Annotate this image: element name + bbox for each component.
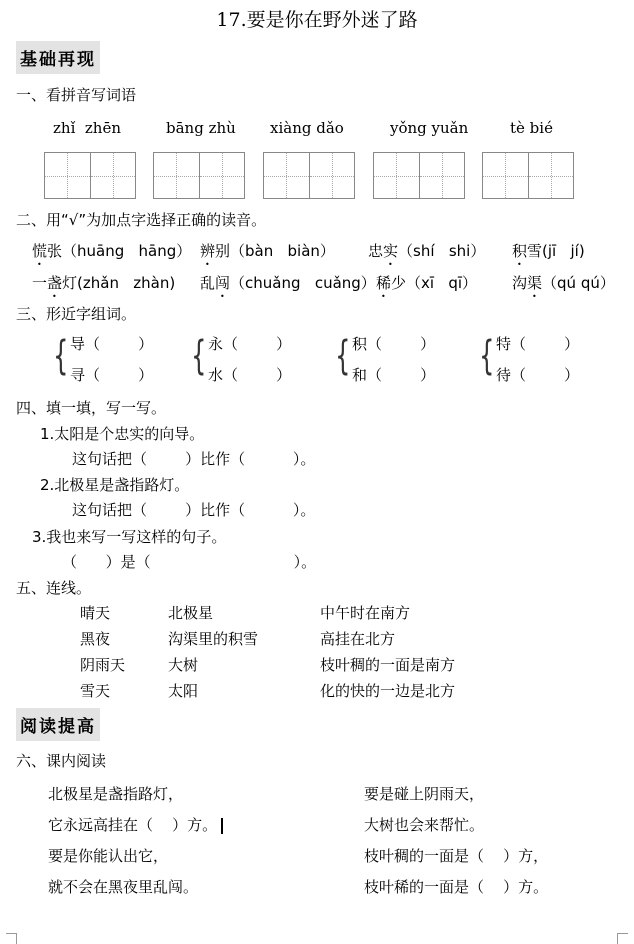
q3-item: 和（ ） — [352, 366, 436, 384]
q6-heading: 六、课内阅读 — [16, 752, 107, 770]
q3-item: 特（ ） — [496, 335, 580, 353]
pinyin: xiàng dǎo — [270, 119, 344, 137]
q2-item: 积雪(jī jí) — [512, 242, 585, 260]
q4-line: 1.太阳是个忠实的向导。 — [40, 425, 205, 443]
page-corner-mark — [6, 933, 17, 944]
q5-heading: 五、连线。 — [16, 579, 92, 597]
poem-line: 大树也会来帮忙。 — [364, 816, 485, 834]
match-item[interactable]: 阴雨天 — [80, 656, 126, 674]
pinyin: tè bié — [510, 119, 553, 137]
q2-item: 稀少（xī qī） — [376, 274, 478, 292]
q2-item: 辨别（bàn biàn） — [200, 242, 335, 260]
q2-item: 忠实（shí shi） — [368, 242, 486, 260]
poem-line: 枝叶稀的一面是（ ）方。 — [364, 878, 549, 896]
match-item[interactable]: 雪天 — [80, 682, 111, 700]
poem-line: 要是你能认出它， — [48, 847, 169, 865]
match-item[interactable]: 黑夜 — [80, 630, 111, 648]
q3-item: 水（ ） — [208, 366, 292, 384]
q3-item: 导（ ） — [70, 335, 154, 353]
q4-line: 这句话把（ ）比作（ ）。 — [72, 501, 316, 519]
writing-grid[interactable] — [153, 152, 245, 199]
match-item[interactable]: 沟渠里的积雪 — [168, 630, 259, 648]
writing-grid[interactable] — [44, 152, 136, 199]
poem-line: 北极星是盏指路灯， — [48, 785, 184, 803]
q2-item: 慌张（huāng hāng） — [32, 242, 192, 260]
writing-grid[interactable] — [482, 152, 574, 199]
pinyin: zhǐ zhēn — [53, 119, 121, 137]
poem-line: 就不会在黑夜里乱闯。 — [48, 878, 199, 896]
q3-item: 待（ ） — [496, 366, 580, 384]
match-item[interactable]: 高挂在北方 — [320, 630, 396, 648]
match-item[interactable]: 中午时在南方 — [320, 604, 411, 622]
match-item[interactable]: 北极星 — [168, 604, 214, 622]
writing-grid[interactable] — [373, 152, 465, 199]
page-title: 17.要是你在野外迷了路 — [216, 9, 418, 31]
q3-item: 积（ ） — [352, 335, 436, 353]
q4-heading: 四、填一填，写一写。 — [16, 399, 167, 417]
pinyin: yǒng yuǎn — [390, 119, 469, 137]
match-item[interactable]: 化的快的一边是北方 — [320, 682, 456, 700]
match-item[interactable]: 晴天 — [80, 604, 111, 622]
q2-heading: 二、用“√”为加点字选择正确的读音。 — [16, 211, 267, 229]
brace-icon: { — [335, 333, 351, 379]
brace-icon: { — [479, 333, 495, 379]
q3-item: 寻（ ） — [70, 366, 154, 384]
q4-line: 这句话把（ ）比作（ ）。 — [72, 450, 316, 468]
q3-item: 永（ ） — [208, 335, 292, 353]
poem-line: 它永远高挂在（ ）方。 — [48, 816, 223, 834]
writing-grid[interactable] — [263, 152, 355, 199]
q4-line: （ ）是（ ）。 — [62, 553, 317, 571]
q2-item: 乱闯（chuǎng cuǎng） — [200, 274, 376, 292]
q1-heading: 一、看拼音写词语 — [16, 86, 137, 104]
page-corner-mark — [617, 933, 628, 944]
match-item[interactable]: 太阳 — [168, 682, 199, 700]
match-item[interactable]: 大树 — [168, 656, 199, 674]
section-header-reading: 阅读提高 — [16, 708, 100, 741]
poem-line: 要是碰上阴雨天， — [364, 785, 485, 803]
pinyin: bāng zhù — [166, 119, 236, 137]
poem-line: 枝叶稠的一面是（ ）方， — [364, 847, 549, 865]
match-item[interactable]: 枝叶稠的一面是南方 — [320, 656, 456, 674]
brace-icon: { — [53, 333, 69, 379]
brace-icon: { — [191, 333, 207, 379]
text-cursor — [221, 818, 223, 834]
q2-item: 沟渠（qú qú） — [512, 274, 615, 292]
section-header-basic: 基础再现 — [16, 41, 100, 74]
q4-line: 2.北极星是盏指路灯。 — [40, 476, 190, 494]
q4-line: 3.我也来写一写这样的句子。 — [32, 528, 227, 546]
q3-heading: 三、形近字组词。 — [16, 305, 137, 323]
q2-item: 一盏灯(zhǎn zhàn) — [32, 274, 176, 292]
